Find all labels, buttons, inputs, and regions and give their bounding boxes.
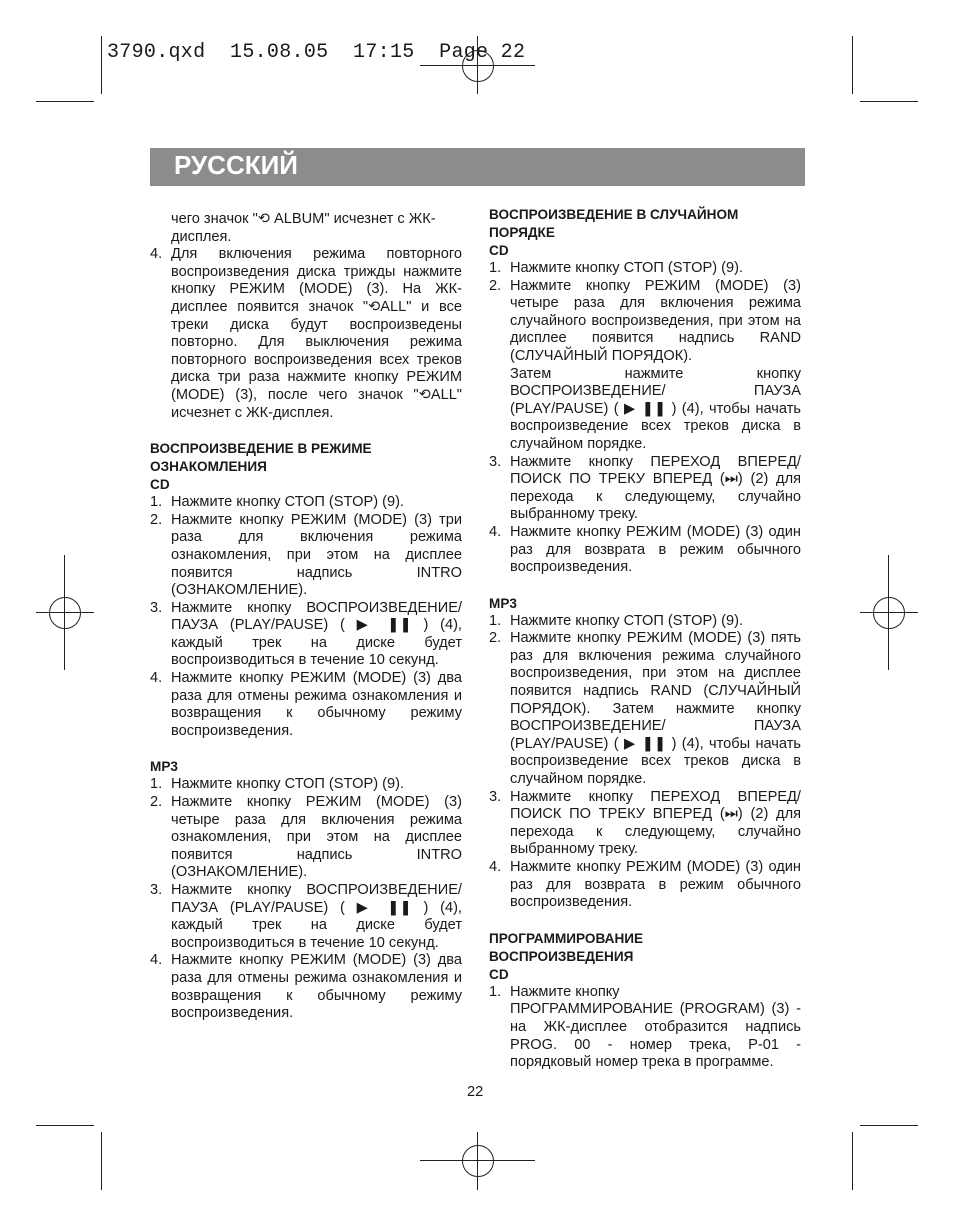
right-column <box>489 206 801 1072</box>
language-banner <box>150 148 805 186</box>
paragraph <box>150 211 462 246</box>
crop-mark <box>860 101 918 102</box>
crop-mark <box>860 1125 918 1126</box>
file-slug: 3790.qxd 15.08.05 17:15 Page 22 <box>107 41 526 64</box>
crop-mark <box>101 36 102 94</box>
crop-mark <box>852 36 853 94</box>
registration-target-icon <box>49 597 81 629</box>
left-column <box>150 211 462 1023</box>
list-item: 4. Нажмите кнопку РЕЖИМ (MODE) (3) один раз для возврата в режим обычного воспроизведения. <box>489 859 801 911</box>
section-heading: MP3 <box>489 595 517 611</box>
crop-mark <box>101 1132 102 1190</box>
list <box>489 984 801 1002</box>
list <box>489 454 801 577</box>
crop-mark <box>852 1132 853 1190</box>
paragraph-line: дисплея. <box>171 228 232 245</box>
list <box>489 260 801 366</box>
page-number: 22 <box>467 1084 484 1100</box>
registration-line <box>36 612 94 613</box>
list-item: 2. Нажмите кнопку РЕЖИМ (MODE) (3) пять раз для включения режима случайного воспроизведения, при этом на дисплее появится надпись RAND (СЛУЧАЙНЫЙ ПОРЯДОК). Затем нажмите кнопку ВОСПРОИЗВЕДЕНИЕ/ ПАУЗА (PLAY/PAUSE) ( ▶ ❚❚ ) (4), чтобы начать воспроизведение всех треков диска в случайном порядке. <box>489 630 801 788</box>
list <box>489 613 801 912</box>
list-item: 4. Нажмите кнопку РЕЖИМ (MODE) (3) два раза для отмены режима ознакомления и возвращения к обычному режиму воспроизведения. <box>150 952 462 1022</box>
banner-title: РУССКИЙ <box>174 150 298 180</box>
list-item: 3. Нажмите кнопку ПЕРЕХОД ВПЕРЕД/ ПОИСК ПО ТРЕКУ ВПЕРЕД (⏭) (2) для перехода к следующему, случайно выбранному треку. <box>489 788 801 858</box>
registration-target-icon <box>462 1145 494 1177</box>
list-item: 3. Нажмите кнопку ВОСПРОИЗВЕДЕНИЕ/ ПАУЗА (PLAY/PAUSE) ( ▶ ❚❚ ) (4), каждый трек на диске будет воспроизводиться в течение 10 секунд. <box>150 599 462 669</box>
list-item: 1. Нажмите кнопку СТОП (STOP) (9). <box>489 260 744 276</box>
list-item <box>150 246 462 422</box>
section-heading: ПРОГРАММИРОВАНИЕ ВОСПРОИЗВЕДЕНИЯ CD <box>489 930 644 982</box>
section-heading: ВОСПРОИЗВЕДЕНИЕ В РЕЖИМЕ ОЗНАКОМЛЕНИЯ CD <box>150 441 372 493</box>
list-item: 1. Нажмите кнопку СТОП (STOP) (9). <box>489 612 744 629</box>
registration-line <box>64 555 65 670</box>
section-heading: ВОСПРОИЗВЕДЕНИЕ В СЛУЧАЙНОМ ПОРЯДКЕ CD <box>489 207 739 258</box>
list <box>150 776 462 1022</box>
list <box>150 494 462 740</box>
list-item: 2. Нажмите кнопку РЕЖИМ (MODE) (3) четыре раза для включения режима ознакомления, при этом на дисплее появится надпись INTRO (ОЗНАКОМЛЕНИЕ). <box>150 794 462 881</box>
list-item: 2. Нажмите кнопку РЕЖИМ (MODE) (3) четыре раза для включения режима случайного воспроизведения, при этом на дисплее появится надпись RAND (СЛУЧАЙНЫЙ ПОРЯДОК). <box>489 277 801 364</box>
item-text: Для включения режима повторного воспроизведения диска трижды нажмите кнопку РЕЖИМ (MODE) (3). На ЖК-дисплее появится значок "⟲ALL" и все треки диска будут воспроизведены повторно. Для выключения режима повторного воспроизведения всех треков диска три раза нажмите кнопку РЕЖИМ (MODE) (3), после чего значок "⟲ALL" исчезнет с ЖК-дисплея. <box>171 246 462 421</box>
section-heading: MP3 <box>150 759 178 775</box>
list-item: 3. Нажмите кнопку ВОСПРОИЗВЕДЕНИЕ/ ПАУЗА (PLAY/PAUSE) ( ▶ ❚❚ ) (4), каждый трек на диске будет воспроизводиться в течение 10 секунд. <box>150 882 462 951</box>
list-item: 1. Нажмите кнопку <box>489 983 620 1000</box>
paragraph: Затем нажмите кнопку ВОСПРОИЗВЕДЕНИЕ/ ПАУЗА (PLAY/PAUSE) ( ▶ ❚❚ ) (4), чтобы начать воспроизведение всех треков диска в случайном порядке. <box>510 365 801 452</box>
list-item: 4. Нажмите кнопку РЕЖИМ (MODE) (3) два раза для отмены режима ознакомления и возвращения к обычному режиму воспроизведения. <box>150 670 462 739</box>
list-item: 1. Нажмите кнопку СТОП (STOP) (9). <box>150 776 405 793</box>
list-item: 3. Нажмите кнопку ПЕРЕХОД ВПЕРЕД/ ПОИСК ПО ТРЕКУ ВПЕРЕД (⏭) (2) для перехода к следующему, случайно выбранному треку. <box>489 453 801 523</box>
paragraph: ПРОГРАММИРОВАНИЕ (PROGRAM) (3) - на ЖК-дисплее отобразится надпись PROG. 00 - номер трека, P-01 - порядковый номер трека в программе. <box>510 1001 801 1071</box>
list-item: 4. Нажмите кнопку РЕЖИМ (MODE) (3) один раз для возврата в режим обычного воспроизведения. <box>489 523 801 576</box>
registration-target-icon <box>873 597 905 629</box>
crop-mark <box>36 101 94 102</box>
list <box>150 246 462 422</box>
registration-line <box>888 555 889 670</box>
crop-mark <box>36 1125 94 1126</box>
list-item: 1. Нажмите кнопку СТОП (STOP) (9). <box>150 494 405 511</box>
item-number: 4. <box>150 246 163 263</box>
list-item: 2. Нажмите кнопку РЕЖИМ (MODE) (3) три раза для включения режима ознакомления, при этом на дисплее появится надпись INTRO (ОЗНАКОМЛЕНИЕ). <box>150 511 462 599</box>
registration-line <box>477 1132 478 1190</box>
paragraph-line: чего значок "⟲ ALBUM" исчезнет с ЖК- <box>171 211 436 227</box>
registration-line <box>860 612 918 613</box>
